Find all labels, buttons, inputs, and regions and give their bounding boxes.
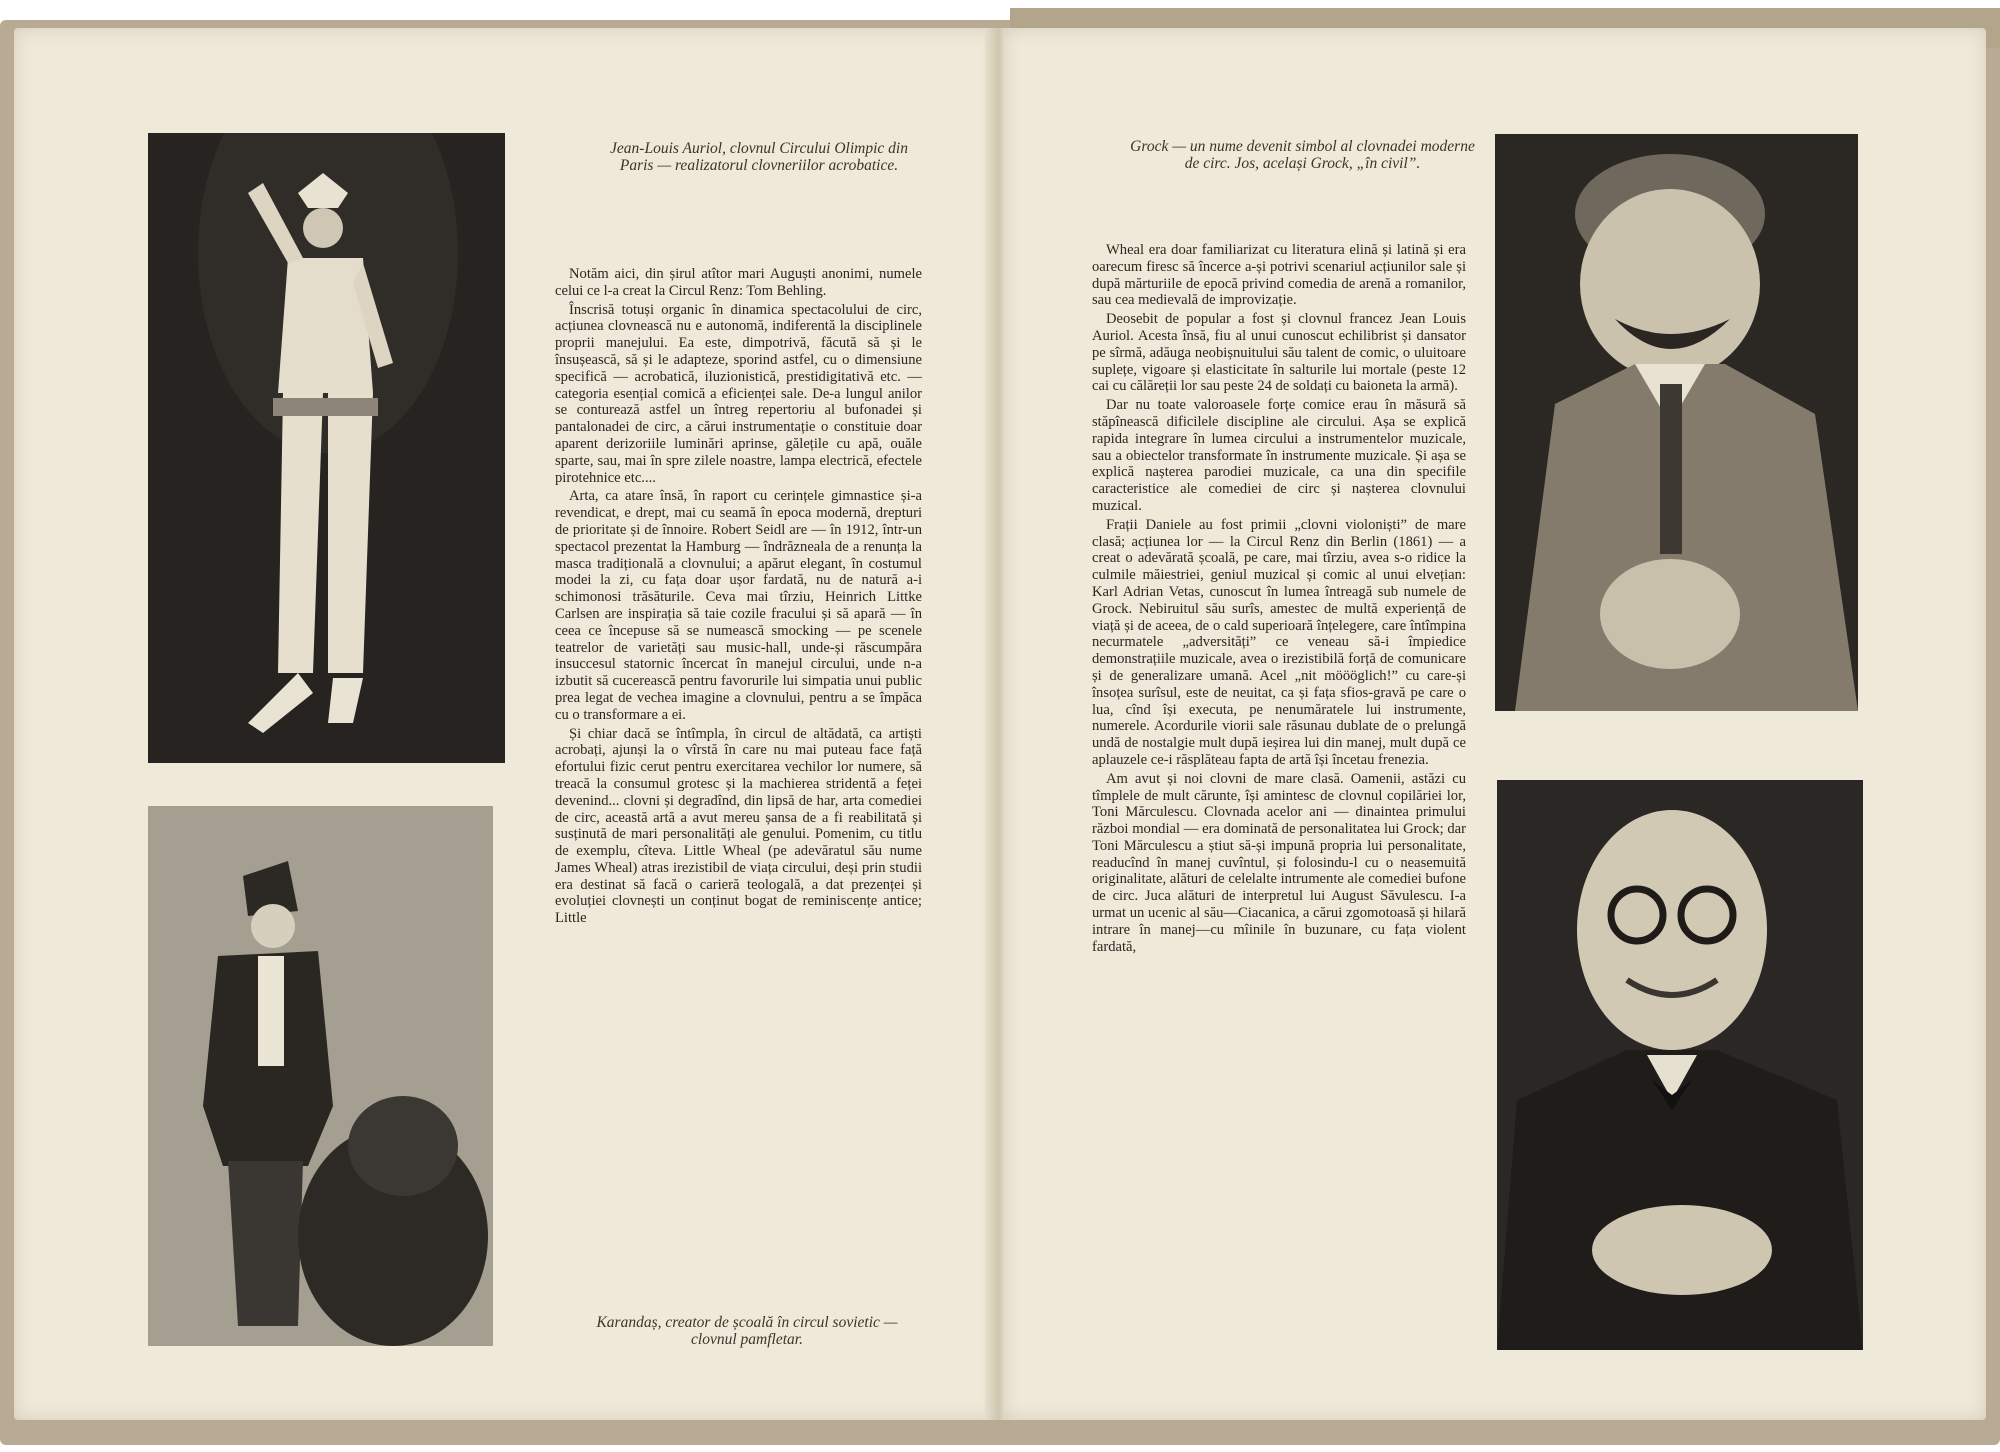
right-page bbox=[1003, 28, 1986, 1420]
right-body-text bbox=[1092, 242, 1466, 1354]
left-body-text bbox=[555, 266, 922, 1271]
paragraph: Deosebit de popular a fost și clovnul francez Jean Louis Auriol. Acesta însă, fiu al unui cunoscut echilibrist și dansator pe sîrmă, adăuga neobișnuitului său talent de comic, o uluitoare suplețe, vigoare și elasticitate în salturile lui mortale (peste 12 cai cu călăreții lor sau peste 24 de soldați cu baioneta la armă). bbox=[1092, 311, 1466, 395]
caption-grock: Grock — un nume devenit simbol al clovnadei moderne de circ. Jos, același Grock, „în civil”. bbox=[1130, 138, 1475, 172]
paragraph: Frații Daniele au fost primii „clovni violoniști” de mare clasă; acțiunea lor — la Circul Renz din Berlin (1861) — a creat o adevărată școală, pe care, mai tîrziu, avea s-o ridice la culmile măiestriei, geniul muzical și comic al unui elvețian: Karl Adrian Vetas, cunoscut în lumea întreagă sub numele de Grock. Nebiruitul său surîs, amestec de multă experiență de viață și de aceea, de o cald superioară înțelegere, care întîmpina necurmatele „adversități” ce veneau să-i împiedice demonstrațiile muzicale, avea o irezistibilă forță de comunicare și de generalizare umană. Acel „nit möööglich!” cu care-și însoțea surîsul, este de neuitat, ca și fața sfios-gravă pe care o lua, cînd își executa, pe nenumăratele lui instrumente, numerele. Acordurile viorii sale răsunau dublate de o prelungă undă de nostalgie mult după ieșirea lui din manej, mult după ce aplauzele ce-i răsplăteau fapta de artă își încetau frenezia. bbox=[1092, 516, 1466, 768]
caption-karandas: Karandaș, creator de școală în circul sovietic — clovnul pamfletar. bbox=[596, 1314, 898, 1348]
paragraph: Notăm aici, din șirul atîtor mari Auguști anonimi, numele celui ce l-a creat la Circul Renz: Tom Behling. bbox=[555, 266, 922, 299]
photo-grock-clown bbox=[1495, 134, 1858, 711]
paragraph: Am avut și noi clovni de mare clasă. Oamenii, astăzi cu tîmplele de mult cărunte, își amintesc de clovnul copilăriei lor, Toni Mărculescu. Clovnada acelor ani — dinaintea primului război mondial — era dominată de personalitatea lui Grock; dar Toni Mărculescu a știut să-și impună propria lui personalitate, readucînd în manej cuvîntul, și folosindu-l cu o neasemuită originalitate, alături de celelalte intrumente ale comediei bufone de circ. Juca alături de interpretul lui August Săvulescu. I-a urmat un ucenic al său—Ciacanica, a cărui zgomotoasă și hilară intrare în manej—cu mîinile în buzunare, cu fața violent fardată, bbox=[1092, 770, 1466, 955]
paragraph: Wheal era doar familiarizat cu literatura elină și latină și era oarecum firesc să încerce a-și potrivi scenariul acțiunilor sale și după mărturiile de epocă privind comedia de arenă a romanilor, sau cea medievală de improvizație. bbox=[1092, 242, 1466, 309]
paragraph: Dar nu toate valoroasele forțe comice erau în măsură să stăpînească dificilele discipline ale circului. Așa se explică rapida integrare în lumea circului a instrumentelor muzicale, sau a obiectelor transformate în instrumente muzicale. Și așa se explică nașterea parodiei muzicale, ca una din specifile caracteristice ale comediei de circ și nașterea clovnului muzical. bbox=[1092, 397, 1466, 514]
paragraph: Arta, ca atare însă, în raport cu cerințele gimnastice și-a revendicat, e drept, mai cu seamă în epoca modernă, drepturi de prioritate și de înnoire. Robert Seidl are — în 1912, într-un spectacol prezentat la Hamburg — îndrăzneala de a renunța la masca tradițională a clovnului; a apărut elegant, în costumul modei la zi, cu fața doar ușor fardată, nu de natură a-i schimonosi trăsăturile. Ceva mai tîrziu, Heinrich Littke Carlsen are inspirația să taie cozile fracului și să apară — în ceea ce începuse să se numească smocking — pe scenele teatrelor de varietăți sau music-hall, unde-și răscumpăra insuccesul statornic încercat în manejul circului, unde n-a izbutit să cucerească pentru favorurile lui simpatia unui public prea legat de vechea imagine a clovnului, pentru a se împăca cu o transformare a ei. bbox=[555, 488, 922, 723]
paragraph: Înscrisă totuși organic în dinamica spectacolului de circ, acțiunea clovnească nu e autonomă, indiferentă la disciplinele proprii manejului. Ea este, dimpotrivă, făcută să și le însușească, să și le adapteze, sporind astfel, cu o dimensiune specifică — acrobatică, iluzionistică, prestidigitativă etc. — categoria esențial comică a eficienței sale. De-a lungul anilor se conturează astfel un întreg repertoriu al bufonadei și pantalonadei de circ, a cărui instrumentație o constituie doar aparent derizoriile luminări aprinse, gălețile cu apă, ouăle sparte, sau, mai în spre zilele noastre, lampa electrică, efectele pirotehnice etc.... bbox=[555, 301, 922, 486]
photo-grock-civil bbox=[1497, 780, 1863, 1350]
paragraph: Și chiar dacă se întîmpla, în circul de altădată, ca artiști acrobați, ajunși la o vîrstă în care nu mai puteau face față efortului fizic cerut pentru exercitarea vechilor lor numere, să treacă la consumul grotesc și la machierea stridentă a feței devenind... clovni și degradînd, din lipsă de har, arta comediei de circ, această artă a avut mereu șansa de a fi reabilitată și susținută de mari personalități ale genului. Pomenim, cu titlu de exemplu, cîteva. Little Wheal (pe adevăratul său nume James Wheal) atras irezistibil de viața circului, deși prin studii era destinat să facă o carieră teologală, a dat prezenței și evoluției clovnești un conținut bogat de reminiscențe antice; Little bbox=[555, 725, 922, 927]
left-page bbox=[14, 28, 999, 1420]
caption-auriol: Jean-Louis Auriol, clovnul Circului Olimpic din Paris — realizatorul clovneriilor acrobatice. bbox=[610, 140, 908, 174]
photo-karandas bbox=[148, 806, 493, 1346]
photo-auriol bbox=[148, 133, 505, 763]
